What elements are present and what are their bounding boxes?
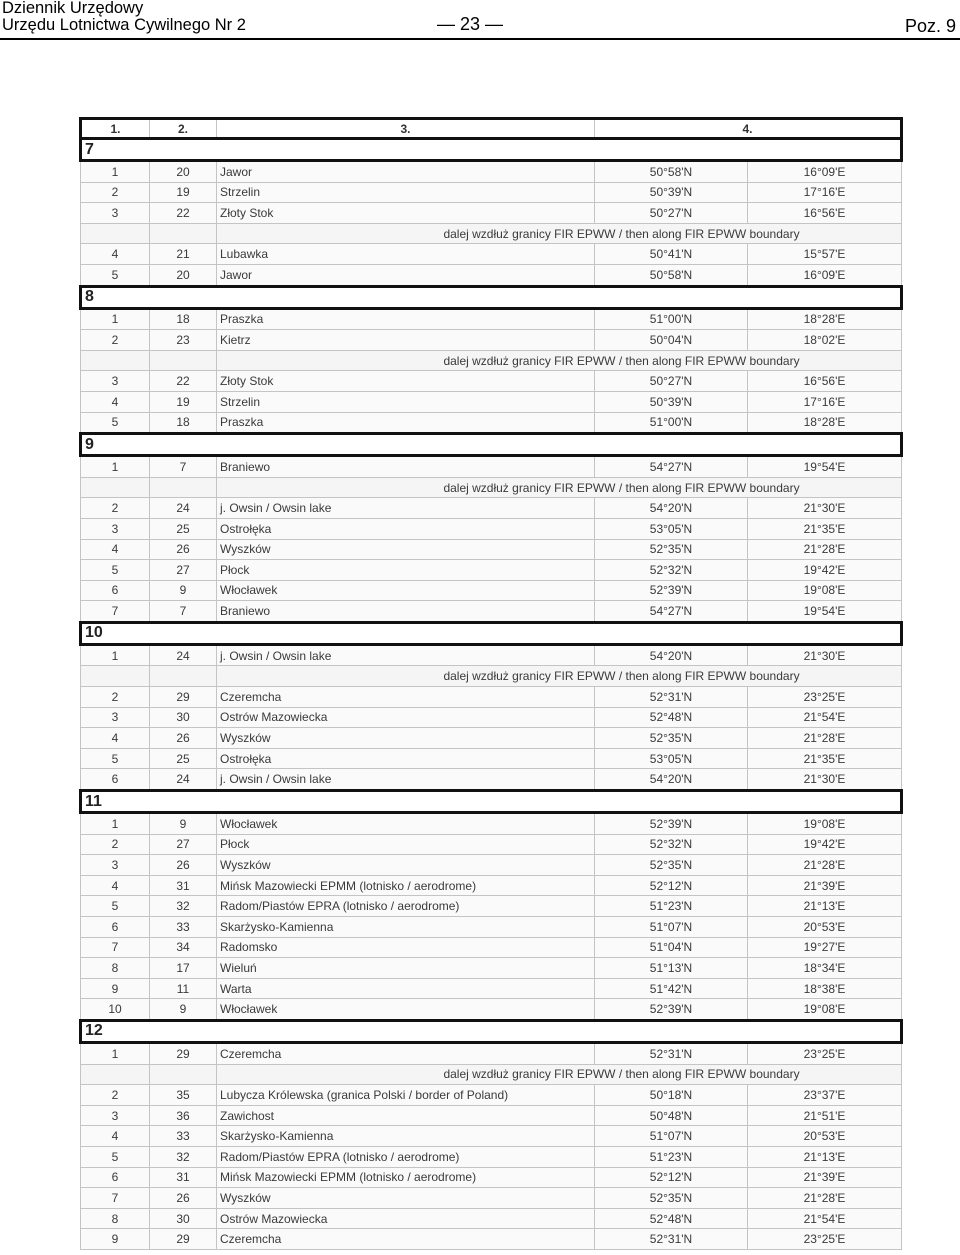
boundary-note: dalej wzdłuż granicy FIR EPWW / then along FIR EPWW boundary: [217, 350, 902, 371]
point-name: Strzelin: [217, 182, 595, 203]
longitude: 19°08'E: [748, 999, 902, 1021]
point-sequence: 1: [81, 308, 150, 330]
table-row: [81, 687, 902, 708]
point-name: Jawor: [217, 161, 595, 183]
longitude: 20°53'E: [748, 917, 902, 938]
longitude: 18°28'E: [748, 308, 902, 330]
point-id: 9: [150, 813, 217, 835]
point-name: Wyszków: [217, 1188, 595, 1209]
header-rule: [0, 38, 960, 40]
point-id: 27: [150, 834, 217, 855]
longitude: 21°54'E: [748, 707, 902, 728]
point-sequence: 1: [81, 161, 150, 183]
point-sequence: 3: [81, 707, 150, 728]
publication-title: [2, 0, 246, 34]
table-row: [81, 769, 902, 791]
longitude: 20°53'E: [748, 1126, 902, 1147]
point-name: Radom/Piastów EPRA (lotnisko / aerodrome): [217, 1146, 595, 1167]
point-id: 18: [150, 412, 217, 434]
point-id: 26: [150, 728, 217, 749]
latitude: 51°07'N: [595, 917, 748, 938]
table-row: [81, 1208, 902, 1229]
point-name: j. Owsin / Owsin lake: [217, 498, 595, 519]
table-row: [81, 1105, 902, 1126]
boundary-note: dalej wzdłuż granicy FIR EPWW / then along FIR EPWW boundary: [217, 223, 902, 244]
point-name: Wyszków: [217, 539, 595, 560]
point-id: 30: [150, 1208, 217, 1229]
boundary-note: dalej wzdłuż granicy FIR EPWW / then along FIR EPWW boundary: [217, 1064, 902, 1085]
point-sequence: 5: [81, 264, 150, 286]
point-id: 33: [150, 917, 217, 938]
table-row: [81, 1146, 902, 1167]
section-number: 11: [81, 791, 902, 813]
point-name: Mińsk Mazowiecki EPMM (lotnisko / aerodrome): [217, 1167, 595, 1188]
table-row: [81, 728, 902, 749]
point-name: Jawor: [217, 264, 595, 286]
point-sequence: 2: [81, 1085, 150, 1106]
latitude: 52°39'N: [595, 999, 748, 1021]
empty-cell: [150, 350, 217, 371]
longitude: 19°27'E: [748, 937, 902, 958]
table-row: [81, 330, 902, 351]
point-id: 30: [150, 707, 217, 728]
longitude: 21°39'E: [748, 1167, 902, 1188]
point-id: 23: [150, 330, 217, 351]
point-name: Czeremcha: [217, 687, 595, 708]
point-sequence: 3: [81, 855, 150, 876]
longitude: 23°37'E: [748, 1085, 902, 1106]
point-id: 24: [150, 769, 217, 791]
point-name: Włocławek: [217, 999, 595, 1021]
point-id: 25: [150, 748, 217, 769]
section-number: 7: [81, 139, 902, 161]
point-name: j. Owsin / Owsin lake: [217, 769, 595, 791]
point-sequence: 2: [81, 498, 150, 519]
latitude: 53°05'N: [595, 748, 748, 769]
point-name: Włocławek: [217, 580, 595, 601]
point-id: 34: [150, 937, 217, 958]
point-name: j. Owsin / Owsin lake: [217, 644, 595, 666]
point-id: 11: [150, 978, 217, 999]
latitude: 50°48'N: [595, 1105, 748, 1126]
point-sequence: 2: [81, 182, 150, 203]
longitude: 23°25'E: [748, 1042, 902, 1064]
point-sequence: 1: [81, 644, 150, 666]
longitude: 19°54'E: [748, 456, 902, 478]
point-id: 29: [150, 1229, 217, 1250]
table-row: [81, 518, 902, 539]
point-name: Czeremcha: [217, 1229, 595, 1250]
table-row: [81, 371, 902, 392]
boundary-note: dalej wzdłuż granicy FIR EPWW / then along FIR EPWW boundary: [217, 666, 902, 687]
section-number: 10: [81, 622, 902, 644]
table-row: [81, 813, 902, 835]
latitude: 52°35'N: [595, 539, 748, 560]
point-name: Zawichost: [217, 1105, 595, 1126]
longitude: 16°56'E: [748, 203, 902, 224]
boundary-note-row: [81, 666, 902, 687]
point-id: 35: [150, 1085, 217, 1106]
longitude: 21°30'E: [748, 498, 902, 519]
point-name: Ostrołęka: [217, 518, 595, 539]
longitude: 16°09'E: [748, 264, 902, 286]
latitude: 52°35'N: [595, 855, 748, 876]
table-row: [81, 1085, 902, 1106]
longitude: 21°51'E: [748, 1105, 902, 1126]
table-row: [81, 644, 902, 666]
longitude: 21°13'E: [748, 1146, 902, 1167]
longitude: 21°54'E: [748, 1208, 902, 1229]
point-id: 24: [150, 498, 217, 519]
point-name: Wieluń: [217, 958, 595, 979]
longitude: 21°35'E: [748, 518, 902, 539]
point-sequence: 5: [81, 1146, 150, 1167]
longitude: 21°28'E: [748, 539, 902, 560]
point-sequence: 6: [81, 1167, 150, 1188]
latitude: 52°12'N: [595, 875, 748, 896]
latitude: 52°39'N: [595, 813, 748, 835]
longitude: 16°09'E: [748, 161, 902, 183]
latitude: 50°04'N: [595, 330, 748, 351]
latitude: 54°20'N: [595, 644, 748, 666]
point-name: Płock: [217, 560, 595, 581]
longitude: 21°28'E: [748, 728, 902, 749]
section-number: 9: [81, 434, 902, 456]
table-row: [81, 1167, 902, 1188]
longitude: 23°25'E: [748, 1229, 902, 1250]
latitude: 50°39'N: [595, 391, 748, 412]
point-sequence: 5: [81, 748, 150, 769]
longitude: 19°08'E: [748, 580, 902, 601]
longitude: 16°56'E: [748, 371, 902, 392]
longitude: 21°13'E: [748, 896, 902, 917]
table-row: [81, 203, 902, 224]
point-name: Kietrz: [217, 330, 595, 351]
longitude: 18°38'E: [748, 978, 902, 999]
empty-cell: [150, 477, 217, 498]
latitude: 50°27'N: [595, 203, 748, 224]
point-sequence: 1: [81, 1042, 150, 1064]
point-sequence: 4: [81, 244, 150, 265]
point-id: 32: [150, 896, 217, 917]
point-id: 29: [150, 687, 217, 708]
longitude: 17°16'E: [748, 182, 902, 203]
point-name: Wyszków: [217, 855, 595, 876]
longitude: 19°08'E: [748, 813, 902, 835]
table-row: [81, 1126, 902, 1147]
point-sequence: 5: [81, 412, 150, 434]
table-row: [81, 958, 902, 979]
latitude: 52°35'N: [595, 728, 748, 749]
point-sequence: 3: [81, 203, 150, 224]
latitude: 50°39'N: [595, 182, 748, 203]
point-id: 22: [150, 371, 217, 392]
point-id: 22: [150, 203, 217, 224]
table-row: [81, 161, 902, 183]
publication-line-1: Dziennik Urzędowy: [2, 0, 144, 17]
table-row: [81, 244, 902, 265]
latitude: 54°20'N: [595, 498, 748, 519]
latitude: 52°31'N: [595, 687, 748, 708]
table-row: [81, 391, 902, 412]
latitude: 50°18'N: [595, 1085, 748, 1106]
section-number: 12: [81, 1020, 902, 1042]
latitude: 51°23'N: [595, 896, 748, 917]
boundary-note-row: [81, 1064, 902, 1085]
longitude: 19°54'E: [748, 601, 902, 623]
point-id: 31: [150, 875, 217, 896]
point-sequence: 3: [81, 1105, 150, 1126]
point-name: Praszka: [217, 412, 595, 434]
point-id: 9: [150, 999, 217, 1021]
point-sequence: 9: [81, 978, 150, 999]
point-id: 25: [150, 518, 217, 539]
longitude: 19°42'E: [748, 834, 902, 855]
point-sequence: 7: [81, 1188, 150, 1209]
latitude: 52°35'N: [595, 1188, 748, 1209]
longitude: 17°16'E: [748, 391, 902, 412]
point-sequence: 2: [81, 687, 150, 708]
section-header-row: [81, 139, 902, 161]
publication-line-2: Urzędu Lotnictwa Cywilnego Nr 2: [2, 16, 246, 34]
point-sequence: 4: [81, 391, 150, 412]
point-id: 26: [150, 855, 217, 876]
table-row: [81, 456, 902, 478]
point-name: Ostrów Mazowiecka: [217, 1208, 595, 1229]
point-id: 36: [150, 1105, 217, 1126]
section-header-row: [81, 434, 902, 456]
longitude: 21°28'E: [748, 855, 902, 876]
column-header-3: 3.: [217, 119, 595, 139]
point-sequence: 7: [81, 937, 150, 958]
empty-cell: [81, 477, 150, 498]
table-row: [81, 937, 902, 958]
table-row: [81, 182, 902, 203]
point-sequence: 1: [81, 813, 150, 835]
point-sequence: 2: [81, 330, 150, 351]
point-sequence: 3: [81, 371, 150, 392]
latitude: 54°27'N: [595, 601, 748, 623]
empty-cell: [81, 1064, 150, 1085]
latitude: 52°32'N: [595, 834, 748, 855]
empty-cell: [81, 666, 150, 687]
table-row: [81, 748, 902, 769]
point-sequence: 6: [81, 769, 150, 791]
table-row: [81, 412, 902, 434]
coordinates-table: [79, 117, 903, 1250]
table-row: [81, 308, 902, 330]
longitude: 21°35'E: [748, 748, 902, 769]
latitude: 50°27'N: [595, 371, 748, 392]
latitude: 52°48'N: [595, 707, 748, 728]
longitude: 21°30'E: [748, 644, 902, 666]
table-row: [81, 834, 902, 855]
point-name: Włocławek: [217, 813, 595, 835]
point-sequence: 4: [81, 1126, 150, 1147]
latitude: 50°58'N: [595, 161, 748, 183]
empty-cell: [150, 666, 217, 687]
point-name: Braniewo: [217, 456, 595, 478]
empty-cell: [150, 223, 217, 244]
column-header-1: 1.: [81, 119, 150, 139]
longitude: 21°30'E: [748, 769, 902, 791]
point-name: Lubycza Królewska (granica Polski / border of Poland): [217, 1085, 595, 1106]
latitude: 50°41'N: [595, 244, 748, 265]
point-sequence: 4: [81, 728, 150, 749]
point-sequence: 5: [81, 560, 150, 581]
table-row: [81, 896, 902, 917]
section-header-row: [81, 286, 902, 308]
point-name: Ostrołęka: [217, 748, 595, 769]
latitude: 52°39'N: [595, 580, 748, 601]
latitude: 52°31'N: [595, 1042, 748, 1064]
point-name: Strzelin: [217, 391, 595, 412]
point-id: 27: [150, 560, 217, 581]
point-id: 20: [150, 264, 217, 286]
table-row: [81, 539, 902, 560]
latitude: 51°13'N: [595, 958, 748, 979]
point-id: 26: [150, 1188, 217, 1209]
coordinates-table-wrapper: [79, 117, 900, 1250]
position-label: Poz. 9: [904, 16, 956, 36]
point-name: Ostrów Mazowiecka: [217, 707, 595, 728]
point-name: Praszka: [217, 308, 595, 330]
latitude: 50°58'N: [595, 264, 748, 286]
longitude: 18°28'E: [748, 412, 902, 434]
point-sequence: 1: [81, 456, 150, 478]
table-row: [81, 707, 902, 728]
table-row: [81, 498, 902, 519]
longitude: 15°57'E: [748, 244, 902, 265]
point-name: Radomsko: [217, 937, 595, 958]
latitude: 54°27'N: [595, 456, 748, 478]
point-id: 26: [150, 539, 217, 560]
table-row: [81, 999, 902, 1021]
boundary-note-row: [81, 477, 902, 498]
point-name: Braniewo: [217, 601, 595, 623]
longitude: 21°39'E: [748, 875, 902, 896]
longitude: 23°25'E: [748, 687, 902, 708]
table-row: [81, 1229, 902, 1250]
point-sequence: 4: [81, 875, 150, 896]
point-name: Skarżysko-Kamienna: [217, 1126, 595, 1147]
point-sequence: 4: [81, 539, 150, 560]
latitude: 52°12'N: [595, 1167, 748, 1188]
latitude: 51°04'N: [595, 937, 748, 958]
point-id: 21: [150, 244, 217, 265]
latitude: 51°42'N: [595, 978, 748, 999]
table-row: [81, 1188, 902, 1209]
point-id: 19: [150, 182, 217, 203]
latitude: 52°31'N: [595, 1229, 748, 1250]
point-id: 7: [150, 601, 217, 623]
section-header-row: [81, 622, 902, 644]
point-id: 33: [150, 1126, 217, 1147]
latitude: 51°07'N: [595, 1126, 748, 1147]
column-header-2: 2.: [150, 119, 217, 139]
point-sequence: 8: [81, 958, 150, 979]
table-row: [81, 978, 902, 999]
latitude: 51°23'N: [595, 1146, 748, 1167]
longitude: 19°42'E: [748, 560, 902, 581]
table-row: [81, 264, 902, 286]
point-name: Warta: [217, 978, 595, 999]
table-row: [81, 560, 902, 581]
page-number: — 23 —: [437, 14, 504, 34]
section-header-row: [81, 1020, 902, 1042]
empty-cell: [81, 223, 150, 244]
longitude: 21°28'E: [748, 1188, 902, 1209]
point-name: Złoty Stok: [217, 203, 595, 224]
point-id: 19: [150, 391, 217, 412]
table-row: [81, 855, 902, 876]
point-sequence: 7: [81, 601, 150, 623]
table-row: [81, 917, 902, 938]
point-id: 32: [150, 1146, 217, 1167]
table-row: [81, 1042, 902, 1064]
point-id: 29: [150, 1042, 217, 1064]
boundary-note: dalej wzdłuż granicy FIR EPWW / then along FIR EPWW boundary: [217, 477, 902, 498]
point-id: 24: [150, 644, 217, 666]
point-id: 31: [150, 1167, 217, 1188]
latitude: 52°48'N: [595, 1208, 748, 1229]
latitude: 51°00'N: [595, 308, 748, 330]
point-name: Lubawka: [217, 244, 595, 265]
point-name: Radom/Piastów EPRA (lotnisko / aerodrome): [217, 896, 595, 917]
column-header-4: 4.: [595, 119, 902, 139]
point-sequence: 9: [81, 1229, 150, 1250]
latitude: 52°32'N: [595, 560, 748, 581]
point-sequence: 3: [81, 518, 150, 539]
point-name: Skarżysko-Kamienna: [217, 917, 595, 938]
point-name: Wyszków: [217, 728, 595, 749]
point-id: 20: [150, 161, 217, 183]
section-header-row: [81, 791, 902, 813]
point-sequence: 10: [81, 999, 150, 1021]
column-header-row: [81, 119, 902, 139]
point-id: 7: [150, 456, 217, 478]
boundary-note-row: [81, 350, 902, 371]
point-sequence: 8: [81, 1208, 150, 1229]
point-sequence: 5: [81, 896, 150, 917]
point-name: Mińsk Mazowiecki EPMM (lotnisko / aerodrome): [217, 875, 595, 896]
point-name: Płock: [217, 834, 595, 855]
point-sequence: 6: [81, 580, 150, 601]
boundary-note-row: [81, 223, 902, 244]
page-header: [0, 0, 960, 40]
point-id: 9: [150, 580, 217, 601]
point-id: 18: [150, 308, 217, 330]
empty-cell: [150, 1064, 217, 1085]
latitude: 54°20'N: [595, 769, 748, 791]
longitude: 18°02'E: [748, 330, 902, 351]
longitude: 18°34'E: [748, 958, 902, 979]
point-name: Złoty Stok: [217, 371, 595, 392]
empty-cell: [81, 350, 150, 371]
section-number: 8: [81, 286, 902, 308]
point-sequence: 2: [81, 834, 150, 855]
table-row: [81, 580, 902, 601]
latitude: 53°05'N: [595, 518, 748, 539]
point-id: 17: [150, 958, 217, 979]
point-name: Czeremcha: [217, 1042, 595, 1064]
table-row: [81, 601, 902, 623]
point-sequence: 6: [81, 917, 150, 938]
latitude: 51°00'N: [595, 412, 748, 434]
table-row: [81, 875, 902, 896]
